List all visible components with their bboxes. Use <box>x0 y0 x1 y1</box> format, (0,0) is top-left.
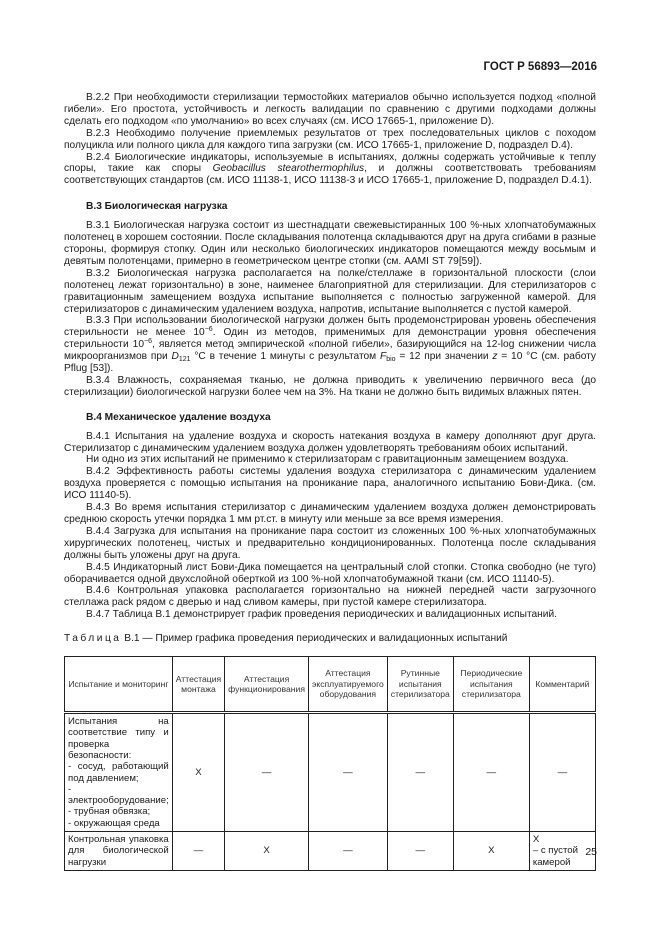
caption-label: Таблица <box>64 633 122 645</box>
column-header: Аттестация эксплуатируемого оборудования <box>308 657 387 713</box>
species-name: Geobacillus stearothermophilus <box>212 163 365 175</box>
symbol: F <box>379 351 387 363</box>
symbol: z <box>492 351 498 363</box>
table-cell: — <box>387 832 453 871</box>
table-row <box>65 832 596 871</box>
column-header: Аттестация функционирования <box>225 657 309 713</box>
column-header: Периодические испытания стерилизатора <box>453 657 529 713</box>
table-row <box>65 713 596 832</box>
table-cell: — <box>308 832 387 871</box>
table-cell: X <box>225 832 309 871</box>
paragraph-b42: В.4.2 Эффективность работы системы удаления воздуха стерилизатора с динамическим удалением воздуха проверяется с помощью испытания на проникание пара, аналогичного испытанию Бови-Дика. (см. ИСО 11140-5). <box>64 466 596 502</box>
table-cell: Испытания на соответствие типу и проверка безопасности: - сосуд, работающий под давлением; - электрооборудование; - трубная обвязка; - окружающая среда <box>65 713 173 832</box>
text: В.3.3 При использовании биологической нагрузки должен быть продемонстрирован уровень обеспечения стерильности не менее 10 <box>64 315 596 339</box>
paragraph-b33 <box>64 315 596 375</box>
text: = 10 °С (см. работу Pflug [53]). <box>64 351 597 375</box>
document-body <box>64 92 596 871</box>
paragraph-b34: В.3.4 Влажность, сохраняемая тканью, не должна приводить к увеличению первичного веса (до стерилизации) биологической нагрузки более чем на 3%. На ткани не должно быть видимых влажных пятен. <box>64 374 596 398</box>
paragraph-b46: В.4.6 Контрольная упаковка располагается горизонтально на нижней передней части загрузочного стеллажа pack рядом с дверью и над сливом камеры, при пустой камере стерилизатора. <box>64 585 596 609</box>
text: = 12 при значении <box>395 351 493 363</box>
section-heading-b3: В.3 Биологическая нагрузка <box>86 201 228 213</box>
exponent: −6 <box>204 326 213 334</box>
paragraph-b22: В.2.2 При необходимости стерилизации термостойких материалов обычно используется подход «полной гибели». Его простота, устойчивость и легкость валидации по сравнению с другими подходами должны сделать его подходом «по умолчанию» во всех случаях (см. ИСО 17665-1, приложение D). <box>64 92 596 127</box>
table-cell: Контрольная упаковка для биологической нагрузки <box>65 832 173 871</box>
caption-text: В.1 — Пример графика проведения периодических и валидационных испытаний <box>121 633 508 645</box>
table-cell: — <box>529 713 595 832</box>
text: °С в течение 1 минуты с результатом <box>190 351 380 363</box>
table-cell: — <box>172 832 224 871</box>
paragraph-b23: В.2.3 Необходимо получение приемлемых результатов от трех последовательных циклов с походом полуцикла или полного цикла для каждого типа загрузки (см. ИСО 17665-1, приложение D, подраздел D.4). <box>64 127 596 151</box>
paragraph-b24 <box>64 152 596 188</box>
document-id: ГОСТ Р 56893—2016 <box>483 61 597 73</box>
column-header: Испытание и мониторинг <box>65 657 173 713</box>
subscript: 121 <box>178 356 191 364</box>
table-cell: X <box>172 713 224 832</box>
exponent: −6 <box>144 338 152 346</box>
paragraph-b45: В.4.5 Индикаторный лист Бови-Дика помещается на центральный слой стопки. Стопка свободно (не туго) оборачивается одной двухслойной оберткой из 100 %-ной хлопчатобумажной ткани (см. ИСО 11140-5). <box>64 561 596 585</box>
paragraph-b41b: Ни одно из этих испытаний не применимо к стерилизаторам с гравитационным замещением воздуха. <box>86 454 569 466</box>
table-header-row <box>65 657 596 713</box>
table-cell: — <box>225 713 309 832</box>
text: , является метод эмпирической «полной гибели», базирующийся на 12-log снижении числа микроорганизмов при <box>64 339 596 363</box>
column-header: Комментарий <box>529 657 595 713</box>
page-number: 25 <box>585 846 597 858</box>
text: В.2.4 Биологические индикаторы, используемые в испытаниях, должны содержать устойчивые к теплу споры, такие как споры <box>64 151 596 175</box>
paragraph-b41: В.4.1 Испытания на удаление воздуха и скорость натекания воздуха в камеру дополняют друг друга. Стерилизатор с динамическим удалением воздуха должен удовлетворять требованиям обоих испытаний. <box>64 430 596 454</box>
table-cell: — <box>308 713 387 832</box>
paragraph-b44: В.4.4 Загрузка для испытания на проникание пара состоит из сложенных 100 %-ных хлопчатобумажных хирургических полотенец, чистых и предварительно кондиционированных. Полотенца после складывания должны быть уложены друг на друга. <box>64 525 596 561</box>
text: . Один из методов, применимых для демонстрации уровня обеспечения стерильности 10 <box>64 327 596 351</box>
paragraph-b43: В.4.3 Во время испытания стерилизатор с динамическим удалением воздуха должен демонстрировать среднюю скорость утечки порядка 1 мм рт.ст. в минуту или меньше за все время измерения. <box>64 502 596 525</box>
schedule-table <box>64 656 596 871</box>
table-caption <box>64 633 596 645</box>
column-header: Рутинные испытания стерилизатора <box>387 657 453 713</box>
paragraph-b31: В.3.1 Биологическая нагрузка состоит из шестнадцати свежевыстиранных 100 %-ных хлопчатобумажных полотенец в хорошем состоянии. После складывания полотенца складываются друг на друга сгибами в разные стороны, формируя стопку. Один или несколько биологических индикаторов помещаются между восьмым и девятым полотенцами, примерно в геометрическом центре стопки (см. AAMI ST 79[59]). <box>64 220 597 267</box>
paragraph-b32: В.3.2 Биологическая нагрузка располагается на полке/стеллаже в горизонтальной плоскости (слои полотенец лежат горизонтально) в зоне, наименее благоприятной для стерилизации. Для стерилизаторов с гравитационным замещением воздуха испытание выполняется с полностью загруженной камерой. Для стерилизаторов с динамическим удалением воздуха, напротив, испытание выполняется с пустой камерой. <box>64 267 596 315</box>
table-cell: X <box>453 832 529 871</box>
table-cell: X – с пустой камерой <box>529 832 595 871</box>
paragraph-b47: В.4.7 Таблица В.1 демонстрирует график проведения периодических и валидационных испытаний. <box>86 609 558 621</box>
text: , и должны соответствовать требованиям соответствующих стандартов (см. ИСО 11138-1, ИСО 11138-3 и ИСО 17665-1, приложение D, подраздел D.4.1). <box>64 163 596 187</box>
symbol: D <box>171 351 179 363</box>
subscript: bio <box>386 356 396 364</box>
table-cell: — <box>453 713 529 832</box>
column-header: Аттестация монтажа <box>172 657 224 713</box>
section-heading-b4: В.4 Механическое удаление воздуха <box>86 411 271 423</box>
table-cell: — <box>387 713 453 832</box>
